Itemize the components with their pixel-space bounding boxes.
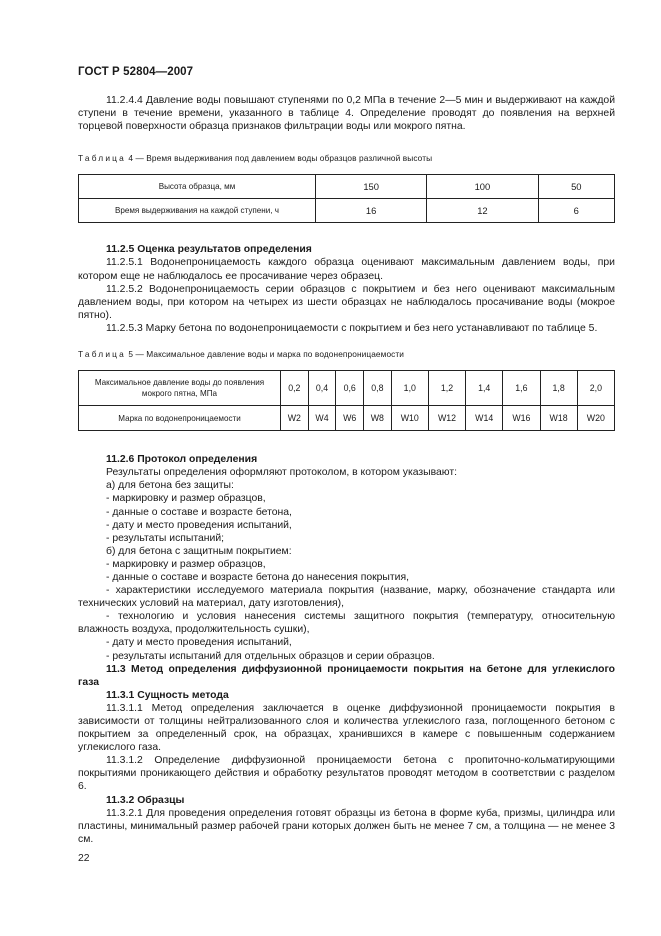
list-item: - маркировку и размер образцов,	[106, 493, 266, 505]
table5-cell: 1,8	[540, 371, 577, 406]
table5-cell: 0,6	[336, 371, 364, 406]
protocol-item-a: а) для бетона без защиты:	[106, 480, 234, 492]
table4-cell: 12	[427, 199, 538, 223]
table5-cell: W12	[428, 406, 465, 431]
table-row	[79, 406, 615, 431]
list-item: - данные о составе и возрасте бетона до нанесения покрытия,	[106, 571, 409, 583]
table5-cell: 2,0	[577, 371, 614, 406]
document-header: ГОСТ Р 52804—2007	[78, 66, 194, 78]
table4-cell: 16	[316, 199, 427, 223]
table5-cell: 1,4	[466, 371, 503, 406]
paragraph-11-3-1-1: 11.3.1.1 Метод определения заключается в оценке диффузионной проницаемости покрытия в зависимости от толщины нейтрализованного слоя и количества углекислого газа, поглощенного бетоном с покрытием за определенный срок, на образцах, хранившихся в камере с повышенным содержанием углекислого газа.	[78, 702, 615, 754]
protocol-item-b: б) для бетона с защитным покрытием:	[106, 545, 292, 557]
list-item: - результаты испытаний для отдельных образцов и серии образцов.	[106, 650, 435, 662]
table4-caption-word: Таблица	[78, 153, 126, 164]
protocol-intro: Результаты определения оформляют протоколом, в котором указывают:	[106, 467, 458, 479]
table5-caption-word: Таблица	[78, 349, 126, 360]
table-4	[78, 174, 615, 223]
table5-cell: W8	[364, 406, 392, 431]
paragraph-11-2-5-3: 11.2.5.3 Марку бетона по водонепроницаемости с покрытием и без него устанавливают по таблице 5.	[106, 322, 598, 334]
table5-cell-pressure-label	[79, 371, 281, 406]
list-item: - данные о составе и возрасте бетона,	[106, 506, 292, 518]
table-row	[79, 175, 615, 199]
page-content	[78, 94, 615, 846]
list-item: - результаты испытаний;	[106, 532, 225, 544]
heading-11-2-5: 11.2.5 Оценка результатов определения	[106, 244, 312, 256]
table5-cell: W16	[503, 406, 540, 431]
heading-11-3: 11.3 Метод определения диффузионной проницаемости покрытия на бетоне для углекислого газа	[78, 663, 615, 688]
table-row	[79, 371, 615, 406]
table5-caption-text: 5 — Максимальное давление воды и марка по водонепроницаемости	[125, 349, 405, 360]
table4-cell-time-label: Время выдерживания на каждой ступени, ч	[79, 199, 316, 223]
list-item: - дату и место проведения испытаний,	[106, 519, 292, 531]
table5-cell: 0,2	[281, 371, 309, 406]
table5-cell: W2	[281, 406, 309, 431]
table5-cell: W14	[466, 406, 503, 431]
table4-cell: 150	[316, 175, 427, 199]
paragraph-11-2-5-2: 11.2.5.2 Водонепроницаемость серии образцов с покрытием и без него оценивают максимальным давлением воды, при котором на четырех из шести образцах не наблюдалось просачивание воды (мокрое пятно).	[78, 283, 615, 321]
page-number: 22	[78, 853, 90, 864]
paragraph-11-2-4-4: 11.2.4.4 Давление воды повышают ступенями по 0,2 МПа в течение 2—5 мин и выдерживают на каждой ступени в течение времени, указанного в таблице 4. Определение проводят до появления на верхней торцевой поверхности образца признаков фильтрации воды или мокрого пятна.	[78, 95, 615, 133]
table-5	[78, 370, 615, 431]
table4-cell: 100	[427, 175, 538, 199]
table5-cell-grade-label: Марка по водонепроницаемости	[79, 406, 281, 431]
table5-cell: W4	[308, 406, 336, 431]
heading-11-3-1: 11.3.1 Сущность метода	[106, 689, 229, 701]
table5-cell: W10	[391, 406, 428, 431]
table5-pressure-label-line2: мокрого пятна, МПа	[141, 389, 218, 399]
table5-cell: 1,0	[391, 371, 428, 406]
heading-11-2-6: 11.2.6 Протокол определения	[106, 454, 258, 466]
list-item: - характеристики исследуемого материала покрытия (название, марку, обозначение стандарта или технических условий на материал, дату изготовления),	[78, 585, 615, 610]
table5-caption	[78, 348, 615, 361]
table5-cell: 1,6	[503, 371, 540, 406]
table5-pressure-label-line1: Максимальное давление воды до появления	[94, 378, 265, 388]
table5-cell: 0,8	[364, 371, 392, 406]
table4-cell: 50	[538, 175, 614, 199]
table4-caption-text: 4 — Время выдерживания под давлением воды образцов различной высоты	[125, 153, 433, 164]
table4-cell: 6	[538, 199, 614, 223]
list-item: - маркировку и размер образцов,	[106, 558, 266, 570]
table5-cell: W20	[577, 406, 614, 431]
table5-cell: W6	[336, 406, 364, 431]
paragraph-11-3-2-1: 11.3.2.1 Для проведения определения готовят образцы из бетона в форме куба, призмы, цилиндра или пластины, минимальный размер рабочей грани которых должен быть не менее 7 см, а толщина — не менее 3 см.	[78, 807, 615, 845]
table4-caption	[78, 152, 615, 165]
heading-11-3-2: 11.3.2 Образцы	[106, 794, 185, 806]
table5-cell: 0,4	[308, 371, 336, 406]
list-item: - дату и место проведения испытаний,	[106, 637, 292, 649]
list-item: - технологию и условия нанесения системы защитного покрытия (температуру, относительную влажность воздуха, продолжительность сушки),	[78, 611, 615, 636]
table-row	[79, 199, 615, 223]
table5-cell: W18	[540, 406, 577, 431]
paragraph-11-2-5-1: 11.2.5.1 Водонепроницаемость каждого образца оценивают максимальным давлением воды, при котором еще не наблюдалось ее просачивание через образец.	[78, 257, 615, 282]
table4-cell-height-label: Высота образца, мм	[79, 175, 316, 199]
paragraph-11-3-1-2: 11.3.1.2 Определение диффузионной проницаемости бетона с пропиточно-кольматирующими покрытиями проникающего действия и обработку результатов проводят методом в соответствии с разделом 6.	[78, 755, 615, 793]
table5-cell: 1,2	[428, 371, 465, 406]
